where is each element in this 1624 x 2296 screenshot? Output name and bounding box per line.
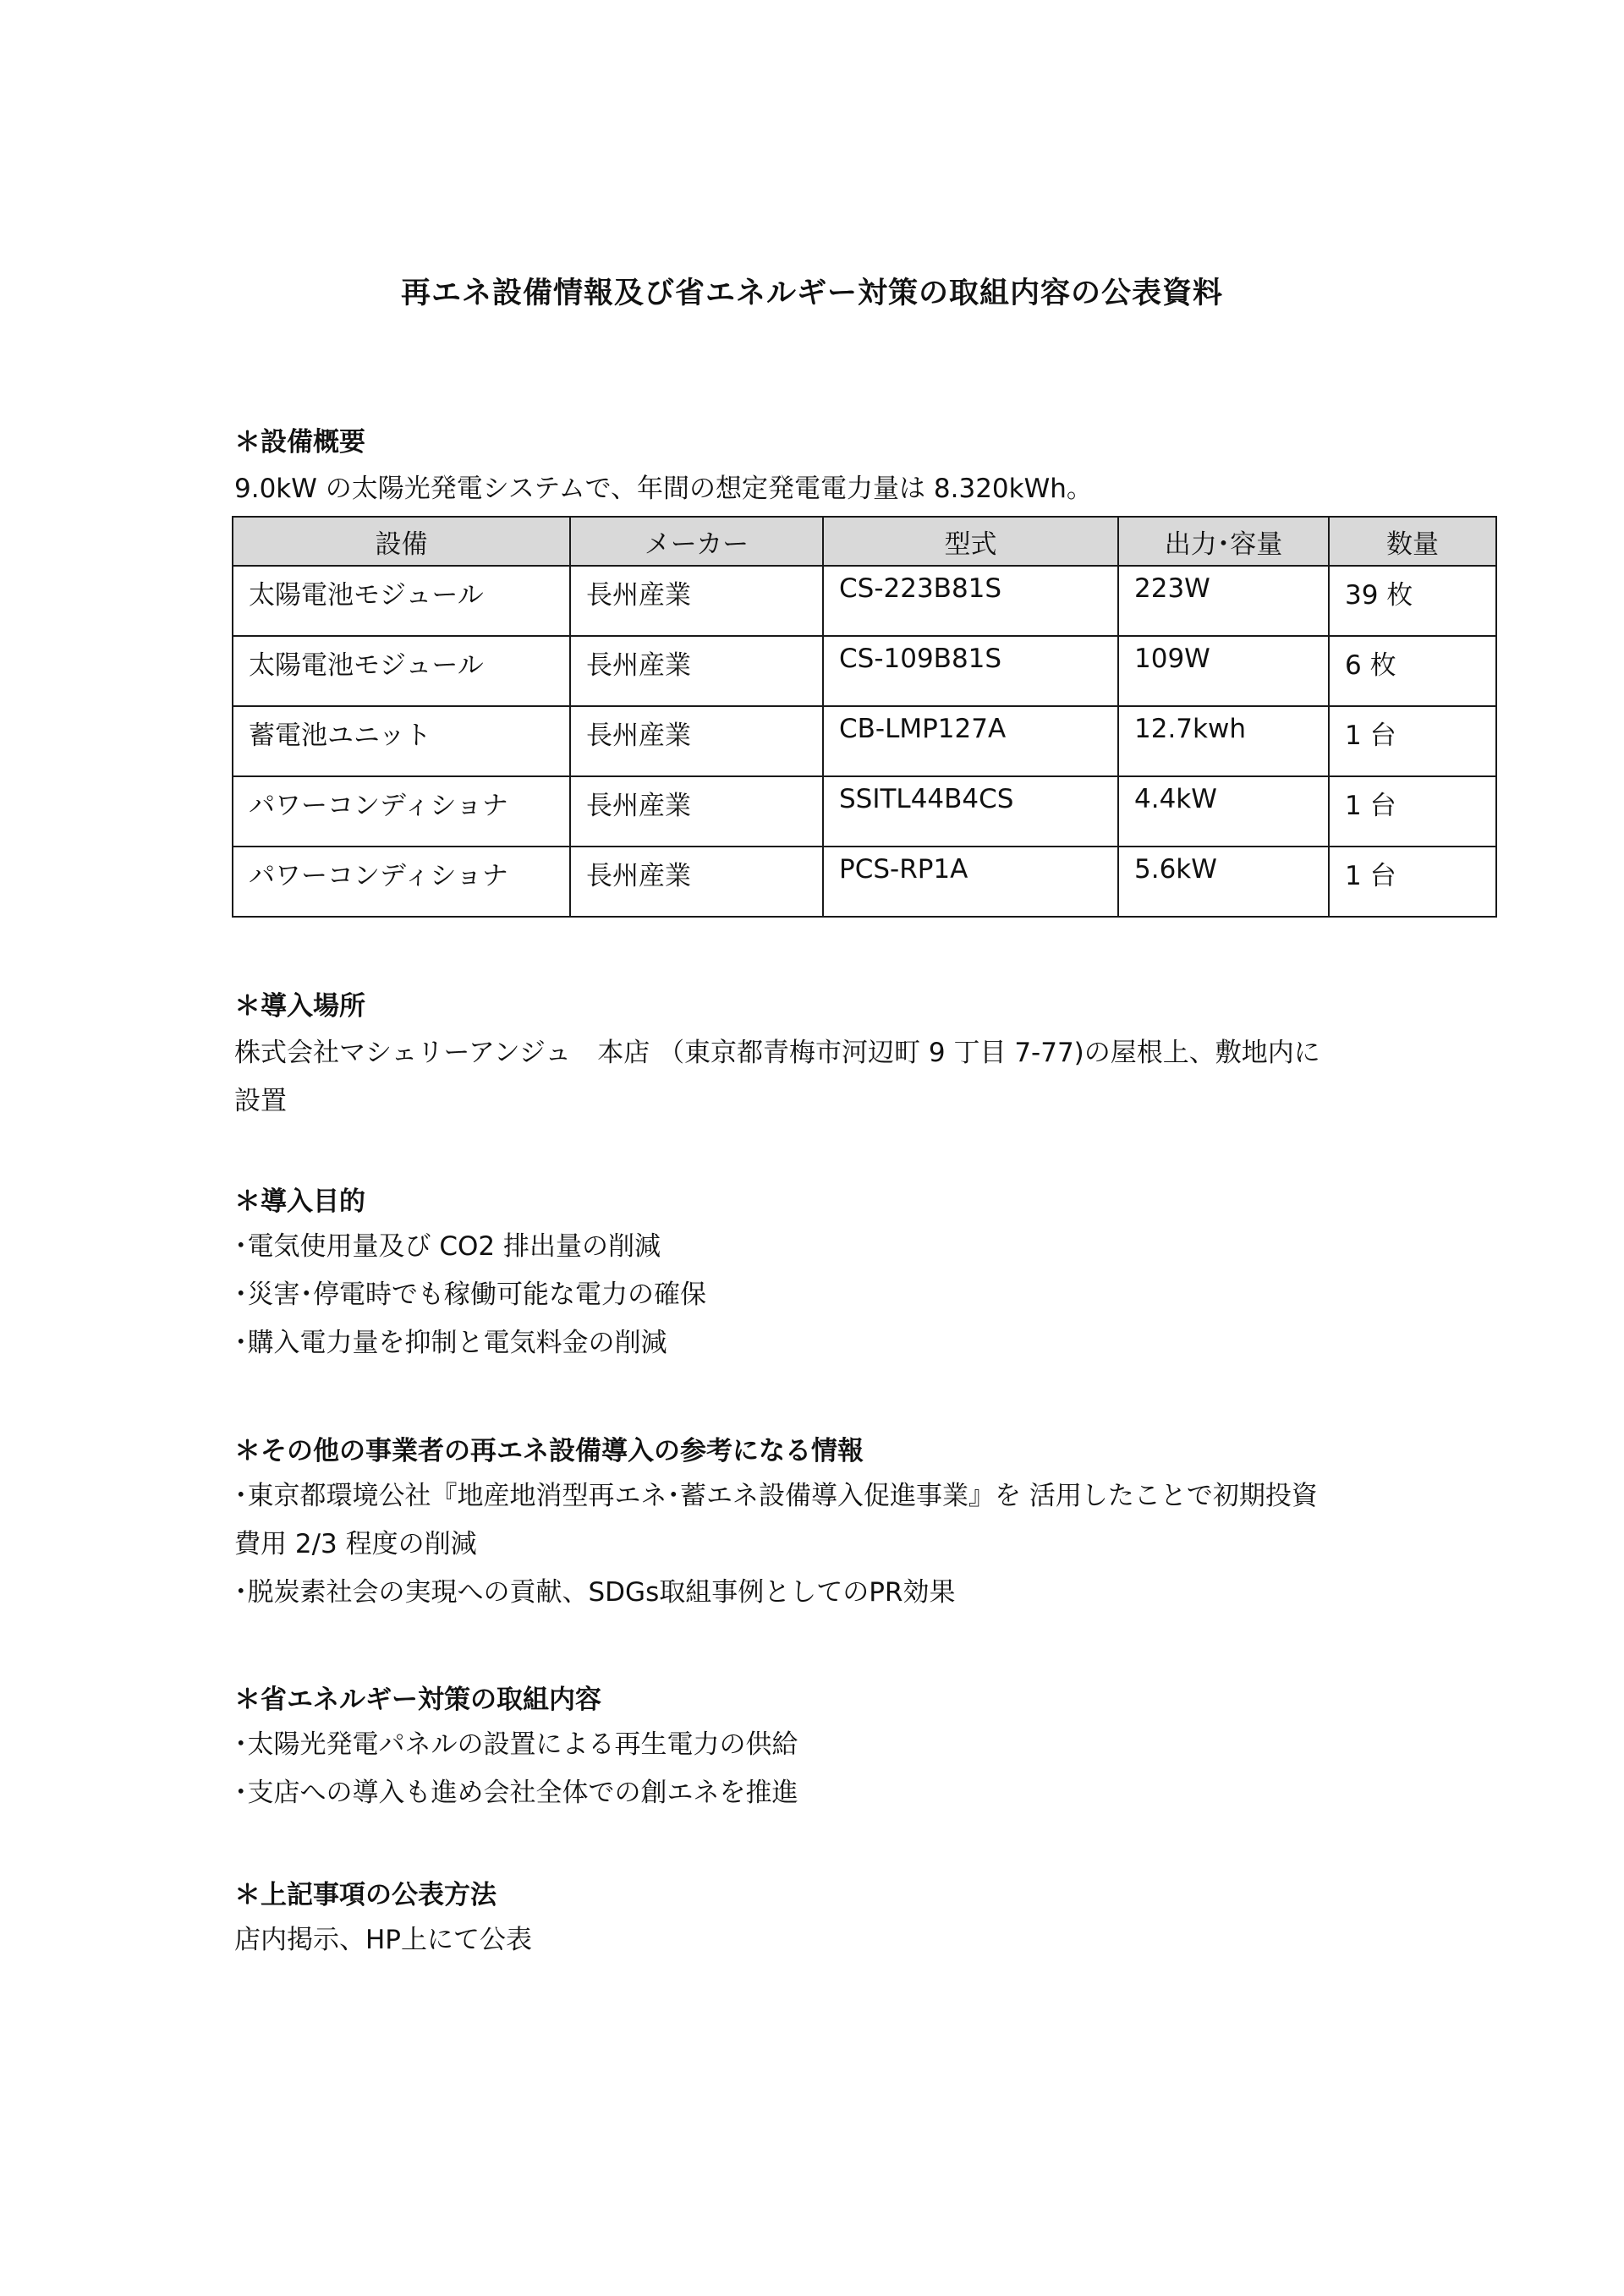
table-row xyxy=(233,566,1496,636)
section-heading: ＊上記事項の公表方法 xyxy=(234,1880,497,1910)
cell-model: CS-109B81S xyxy=(823,636,1118,706)
cell-model: CB-LMP127A xyxy=(823,706,1118,776)
cell-output: 12.7kwh xyxy=(1118,706,1329,776)
section-equipment-overview xyxy=(234,424,1503,507)
section-heading: ＊設備概要 xyxy=(234,427,365,458)
table-header-row xyxy=(233,517,1496,566)
location-text-line: 設置 xyxy=(234,1086,287,1116)
location-text-line: 株式会社マシェリーアンジュ 本店 （東京都青梅市河辺町 9 丁目 7-77)の屋根上、敷地内に xyxy=(234,1038,1320,1068)
table-row xyxy=(233,636,1496,706)
cell-maker: 長州産業 xyxy=(570,776,823,847)
section-heading: ＊導入場所 xyxy=(234,991,365,1022)
cell-output: 109W xyxy=(1118,636,1329,706)
section-location xyxy=(234,988,1503,1126)
section-publication-method xyxy=(234,1877,1503,1964)
equipment-summary: 9.0kW の太陽光発電システムで、年間の想定発電電力量は 8.320kWh。 xyxy=(234,474,1093,504)
column-header-quantity: 数量 xyxy=(1329,517,1496,566)
section-heading: ＊その他の事業者の再エネ設備導入の参考になる情報 xyxy=(234,1436,864,1466)
cell-quantity: 39 枚 xyxy=(1329,566,1496,636)
cell-model: SSITL44B4CS xyxy=(823,776,1118,847)
cell-model: PCS-RP1A xyxy=(823,847,1118,917)
cell-maker: 長州産業 xyxy=(570,566,823,636)
cell-quantity: 1 台 xyxy=(1329,847,1496,917)
document-title: 再エネ設備情報及び省エネルギー対策の取組内容の公表資料 xyxy=(400,277,1223,310)
reference-info-line: ･脱炭素社会の実現への貢献、SDGs取組事例としてのPR効果 xyxy=(234,1577,956,1608)
purpose-item: ･災害･停電時でも稼働可能な電力の確保 xyxy=(234,1280,706,1310)
column-header-equipment: 設備 xyxy=(233,517,570,566)
table-row xyxy=(233,776,1496,847)
publication-method-text: 店内掲示、HP上にて公表 xyxy=(234,1925,533,1955)
column-header-maker: メーカー xyxy=(570,517,823,566)
cell-equipment: パワーコンディショナ xyxy=(233,776,570,847)
cell-equipment: 太陽電池モジュール xyxy=(233,566,570,636)
section-purpose xyxy=(234,1183,1503,1367)
purpose-item: ･購入電力量を抑制と電気料金の削減 xyxy=(234,1328,667,1358)
energy-saving-item: ･支店への導入も進め会社全体での創エネを推進 xyxy=(234,1778,798,1808)
reference-info-line: 費用 2/3 程度の削減 xyxy=(234,1529,477,1559)
section-reference-info xyxy=(234,1433,1503,1617)
cell-equipment: パワーコンディショナ xyxy=(233,847,570,917)
table-row xyxy=(233,706,1496,776)
cell-output: 223W xyxy=(1118,566,1329,636)
section-energy-saving xyxy=(234,1681,1503,1817)
cell-output: 4.4kW xyxy=(1118,776,1329,847)
column-header-model: 型式 xyxy=(823,517,1118,566)
cell-maker: 長州産業 xyxy=(570,847,823,917)
cell-maker: 長州産業 xyxy=(570,706,823,776)
cell-equipment: 太陽電池モジュール xyxy=(233,636,570,706)
section-heading: ＊省エネルギー対策の取組内容 xyxy=(234,1685,601,1715)
cell-quantity: 6 枚 xyxy=(1329,636,1496,706)
equipment-table xyxy=(232,516,1497,918)
column-header-output: 出力･容量 xyxy=(1118,517,1329,566)
purpose-item: ･電気使用量及び CO2 排出量の削減 xyxy=(234,1231,661,1262)
cell-quantity: 1 台 xyxy=(1329,706,1496,776)
section-heading: ＊導入目的 xyxy=(234,1186,365,1217)
reference-info-line: ･東京都環境公社『地産地消型再エネ･蓄エネ設備導入促進事業』を 活用したことで初期投資 xyxy=(234,1481,1318,1511)
cell-quantity: 1 台 xyxy=(1329,776,1496,847)
cell-model: CS-223B81S xyxy=(823,566,1118,636)
cell-maker: 長州産業 xyxy=(570,636,823,706)
cell-equipment: 蓄電池ユニット xyxy=(233,706,570,776)
cell-output: 5.6kW xyxy=(1118,847,1329,917)
table-row xyxy=(233,847,1496,917)
energy-saving-item: ･太陽光発電パネルの設置による再生電力の供給 xyxy=(234,1729,798,1760)
